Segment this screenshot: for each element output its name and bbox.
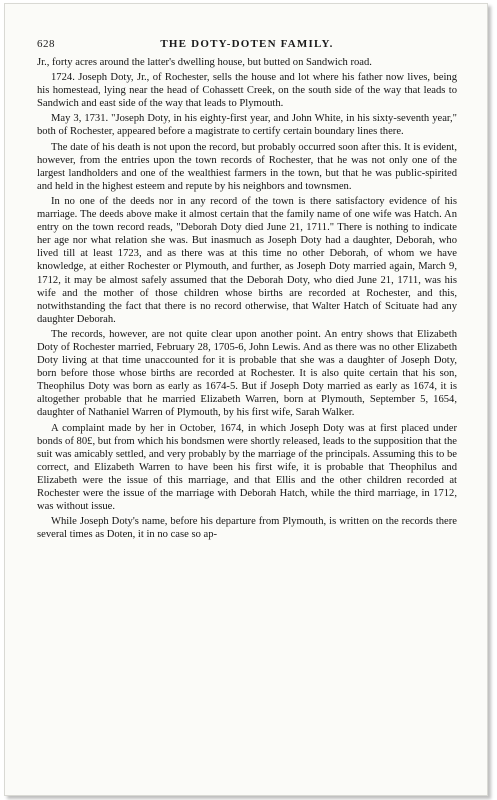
running-title: THE DOTY-DOTEN FAMILY.	[160, 38, 334, 50]
paragraph-continuation: Jr., forty acres around the latter's dwelling house, but butted on Sandwich road.	[37, 57, 372, 68]
paragraph-name-doten: While Joseph Doty's name, before his departure from Plymouth, is written on the records there several times as Doten, it in no case so ap-	[37, 516, 457, 541]
paragraph-1724-sale: 1724. Joseph Doty, Jr., of Rochester, sells the house and lot where his father now lives, being his homestead, lying near the head of Cohassett Creek, on the south side of the way that leads to Sandwich and east side of the way that leads to Plymouth.	[37, 72, 457, 110]
paragraph-death-date: The date of his death is not upon the record, but probably occurred soon after this. It is evident, however, from the entries upon the town records of Rochester, that he was not only one of the largest landholders and one of the wealthiest farmers in the town, but that he was public-spirited and held in the highest esteem and repute by his neighbors and townsmen.	[37, 141, 457, 192]
paragraph-1731-boundary: May 3, 1731. "Joseph Doty, in his eighty-first year, and John White, in his sixty-seventh year," both of Rochester, appeared before a magistrate to certify certain boundary lines there.	[37, 113, 457, 138]
page-number: 628	[37, 38, 55, 50]
document-page	[4, 3, 488, 796]
paragraph-records-point: The records, however, are not quite clear upon another point. An entry shows that Elizabeth Doty of Rochester married, February 28, 1705-6, John Lewis. And as there was no other Elizabeth Doty living at that time unaccounted for it is probable that she was a daughter of Joseph Doty, born before those whose births are recorded at Rochester. It is also quite certain that his son, Theophilus Doty was born as early as 1674-5. But if Joseph Doty married as early as 1674, it is altogether probable that he married Elizabeth Warren, born at Plymouth, September 5, 1654, daughter of Nathaniel Warren of Plymouth, by his first wife, Sarah Walker.	[37, 328, 457, 419]
page-header	[37, 38, 457, 52]
paragraph-marriage-evidence: In no one of the deeds nor in any record of the town is there satisfactory evidence of his marriage. The deeds above make it almost certain that the family name of one wife was Hatch. An entry on the town record reads, "Deborah Doty died June 21, 1711." There is nothing to indicate her age nor what relation she was. But inasmuch as Joseph Doty had a daughter, Deborah, who lived till at least 1723, and as there was at this time no other Deborah, of whom we have knowledge, at either Rochester or Plymouth, and further, as Joseph Doty married again, March 9, 1712, it may be almost safely assumed that the Deborah Doty, who died June 21, 1711, was his wife and the mother of those children whose births are recorded at Rochester, and this, notwithstanding the fact that there is no record otherwise, that Walter Hatch of Scituate had any daughter Deborah.	[37, 195, 457, 325]
body-text	[37, 56, 457, 543]
paragraph-complaint: A complaint made by her in October, 1674, in which Joseph Doty was at first placed under bonds of 80£, but from which his bondsmen were shortly released, leads to the supposition that the suit was amicably settled, and very probably by the marriage of the principals. Assuming this to be correct, and Elizabeth Warren to have been his first wife, it is probable that Theophilus and Elizabeth were the issue of this marriage, and that Ellis and the other children recorded at Rochester were the issue of the marriage with Deborah Hatch, while the third marriage, in 1712, was without issue.	[37, 422, 457, 513]
